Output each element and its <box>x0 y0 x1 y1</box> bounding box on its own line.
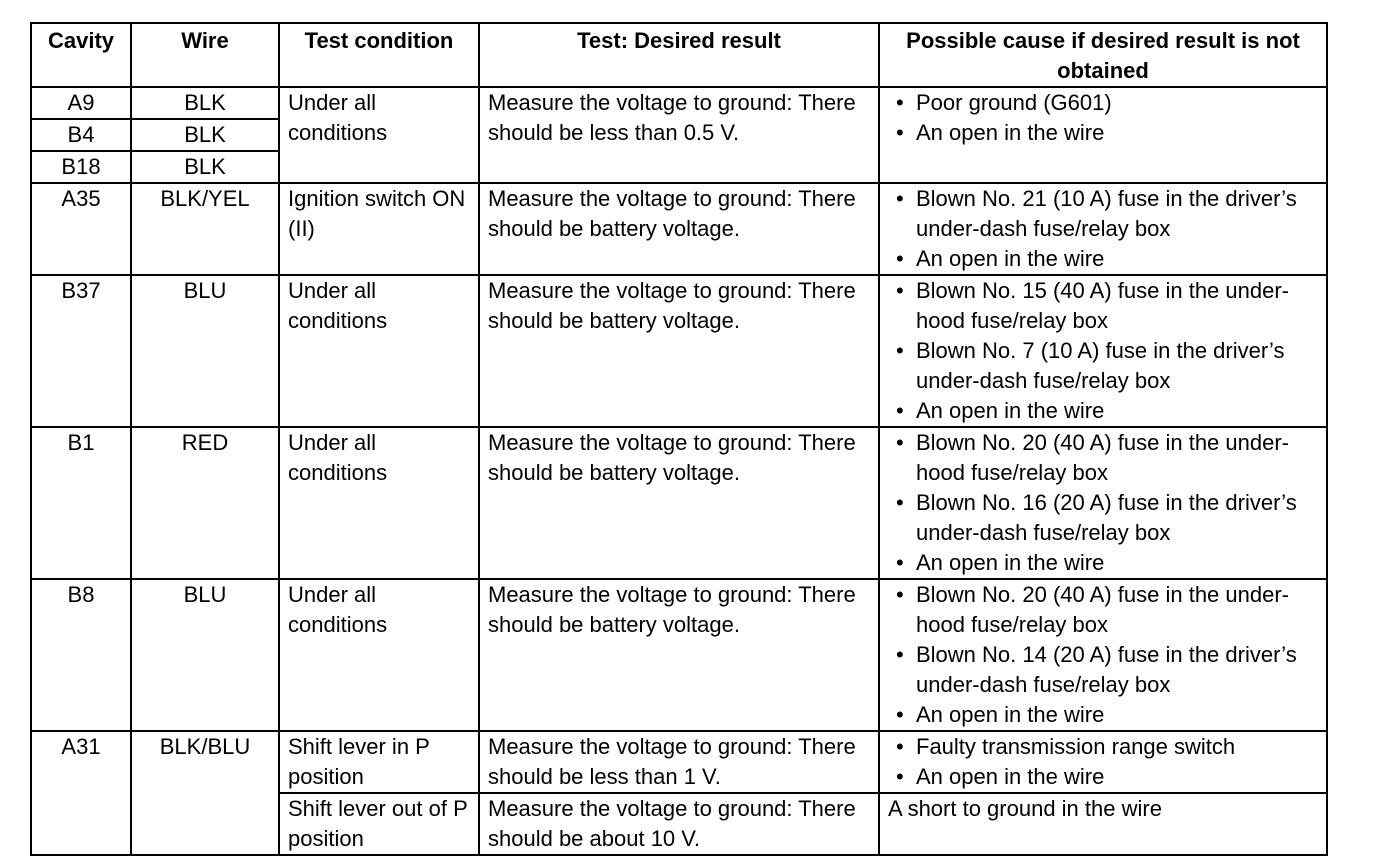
cause-cell <box>879 275 1327 427</box>
cause-cell <box>879 731 1327 793</box>
list-item: • An open in the wire <box>888 396 1318 426</box>
header-cavity: Cavity <box>31 23 131 87</box>
result-cell: Measure the voltage to ground: There should be about 10 V. <box>479 793 879 855</box>
wire-cell: BLK <box>131 151 279 183</box>
header-wire: Wire <box>131 23 279 87</box>
diagnostic-table <box>30 22 1328 856</box>
header-test-condition: Test condition <box>279 23 479 87</box>
cavity-cell: B37 <box>31 275 131 427</box>
cause-list <box>888 276 1318 426</box>
condition-cell: Under all conditions <box>279 427 479 579</box>
condition-cell: Under all conditions <box>279 87 479 183</box>
wire-cell: BLK/BLU <box>131 731 279 855</box>
header-desired-result: Test: Desired result <box>479 23 879 87</box>
result-cell: Measure the voltage to ground: There should be less than 0.5 V. <box>479 87 879 183</box>
header-row <box>31 23 1327 87</box>
condition-cell: Shift lever in P position <box>279 731 479 793</box>
list-item: • An open in the wire <box>888 118 1318 148</box>
condition-cell: Under all conditions <box>279 579 479 731</box>
cause-cell <box>879 87 1327 183</box>
cause-list <box>888 732 1318 792</box>
cause-list <box>888 428 1318 578</box>
table-row <box>31 183 1327 275</box>
result-cell: Measure the voltage to ground: There should be battery voltage. <box>479 275 879 427</box>
cause-list <box>888 184 1318 274</box>
header-possible-cause: Possible cause if desired result is not obtained <box>879 23 1327 87</box>
list-item: • Blown No. 7 (10 A) fuse in the driver’s under-dash fuse/relay box <box>888 336 1318 396</box>
cavity-cell: A35 <box>31 183 131 275</box>
table-row <box>31 275 1327 427</box>
table-row <box>31 427 1327 579</box>
result-cell: Measure the voltage to ground: There should be battery voltage. <box>479 427 879 579</box>
list-item: • An open in the wire <box>888 244 1318 274</box>
cause-list <box>888 88 1318 148</box>
condition-cell: Shift lever out of P position <box>279 793 479 855</box>
result-cell: Measure the voltage to ground: There should be less than 1 V. <box>479 731 879 793</box>
list-item: • An open in the wire <box>888 762 1318 792</box>
cause-cell <box>879 579 1327 731</box>
table-row <box>31 731 1327 793</box>
table-row <box>31 87 1327 119</box>
wire-cell: BLU <box>131 275 279 427</box>
cavity-cell: B8 <box>31 579 131 731</box>
list-item: • An open in the wire <box>888 548 1318 578</box>
diagnostic-table-container <box>30 22 1326 856</box>
list-item: • Blown No. 21 (10 A) fuse in the driver’s under-dash fuse/relay box <box>888 184 1318 244</box>
table-row <box>31 579 1327 731</box>
cause-list <box>888 580 1318 730</box>
cavity-cell: B18 <box>31 151 131 183</box>
list-item: • Blown No. 14 (20 A) fuse in the driver’s under-dash fuse/relay box <box>888 640 1318 700</box>
wire-cell: BLK <box>131 119 279 151</box>
wire-cell: BLU <box>131 579 279 731</box>
list-item: • Blown No. 20 (40 A) fuse in the under-hood fuse/relay box <box>888 580 1318 640</box>
cause-cell <box>879 427 1327 579</box>
cause-cell <box>879 183 1327 275</box>
list-item: • Blown No. 20 (40 A) fuse in the under-hood fuse/relay box <box>888 428 1318 488</box>
result-cell: Measure the voltage to ground: There should be battery voltage. <box>479 183 879 275</box>
condition-cell: Under all conditions <box>279 275 479 427</box>
list-item: • Blown No. 16 (20 A) fuse in the driver’s under-dash fuse/relay box <box>888 488 1318 548</box>
list-item: • Faulty transmission range switch <box>888 732 1318 762</box>
wire-cell: BLK/YEL <box>131 183 279 275</box>
list-item: • Poor ground (G601) <box>888 88 1318 118</box>
cavity-cell: B1 <box>31 427 131 579</box>
condition-cell: Ignition switch ON (II) <box>279 183 479 275</box>
list-item: • An open in the wire <box>888 700 1318 730</box>
wire-cell: BLK <box>131 87 279 119</box>
cavity-cell: A31 <box>31 731 131 855</box>
wire-cell: RED <box>131 427 279 579</box>
cavity-cell: B4 <box>31 119 131 151</box>
result-cell: Measure the voltage to ground: There should be battery voltage. <box>479 579 879 731</box>
list-item: • Blown No. 15 (40 A) fuse in the under-hood fuse/relay box <box>888 276 1318 336</box>
cause-cell: A short to ground in the wire <box>879 793 1327 855</box>
cavity-cell: A9 <box>31 87 131 119</box>
